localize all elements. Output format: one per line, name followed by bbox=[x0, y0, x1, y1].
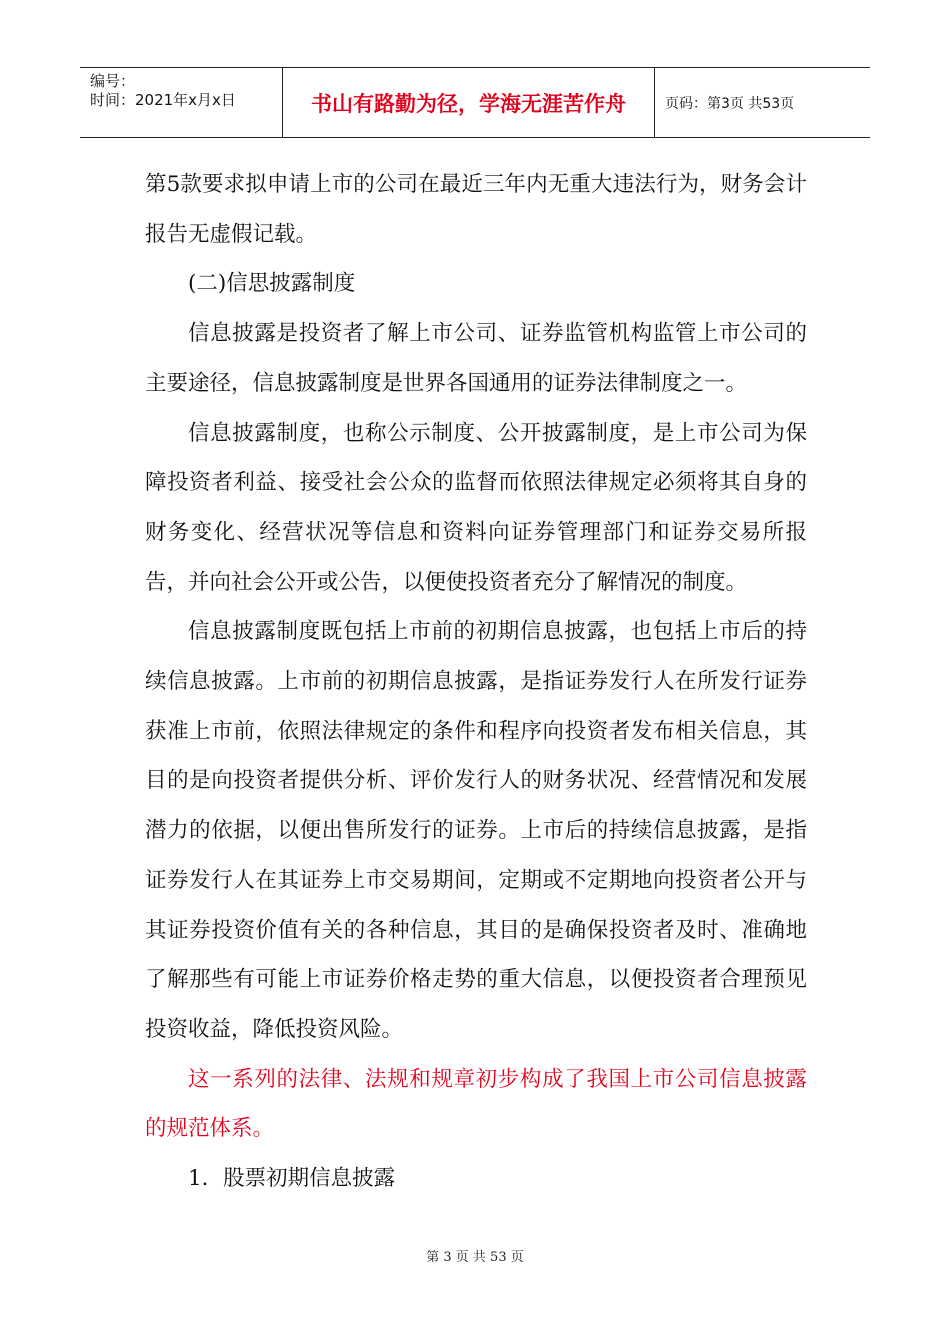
paragraph-4: 信息披露制度既包括上市前的初期信息披露，也包括上市后的持续信息披露。上市前的初期信息披露，是指证券发行人在所发行证券获准上市前，依照法律规定的条件和程序向投资者发布相关信息，其目的是向投资者提供分析、评价发行人的财务状况、经营情况和发展潜力的依据，以便出售所发行的证券。上市后的持续信息披露，是指证券发行人在其证券上市交易期间，定期或不定期地向投资者公开与其证券投资价值有关的各种信息，其目的是确保投资者及时、准确地了解那些有可能上市证券价格走势的重大信息，以便投资者合理预见投资收益，降低投资风险。 bbox=[145, 619, 807, 1042]
page-header bbox=[80, 67, 870, 138]
paragraph-3: 信息披露制度，也称公示制度、公开披露制度，是上市公司为保障投资者利益、接受社会公众的监督而依照法律规定必须将其自身的财务变化、经营状况等信息和资料向证券管理部门和证券交易所报告，并向社会公开或公告，以便使投资者充分了解情况的制度。 bbox=[145, 420, 807, 595]
header-motto: 书山有路勤为径，学海无涯苦作舟 bbox=[283, 68, 655, 137]
code-label: 编号： bbox=[90, 72, 136, 90]
header-page-info: 页码：第3页 共53页 bbox=[665, 95, 795, 112]
section-heading: (二)信思披露制度 bbox=[188, 271, 356, 297]
page-footer: 第 3 页 共 53 页 bbox=[426, 1250, 524, 1265]
header-meta bbox=[80, 68, 283, 137]
paragraph-1: 第5款要求拟申请上市的公司在最近三年内无重大违法行为，财务会计报告无虚假记载。 bbox=[145, 172, 807, 247]
subsection-heading: 1．股票初期信息披露 bbox=[188, 1166, 396, 1192]
highlighted-paragraph: 这一系列的法律、法规和规章初步构成了我国上市公司信息披露的规范体系。 bbox=[145, 1066, 807, 1142]
time-label: 时间：2021年x月x日 bbox=[90, 91, 236, 109]
paragraph-2: 信息披露是投资者了解上市公司、证券监管机构监管上市公司的主要途径，信息披露制度是世界各国通用的证券法律制度之一。 bbox=[145, 321, 807, 396]
document-body bbox=[145, 160, 807, 1204]
